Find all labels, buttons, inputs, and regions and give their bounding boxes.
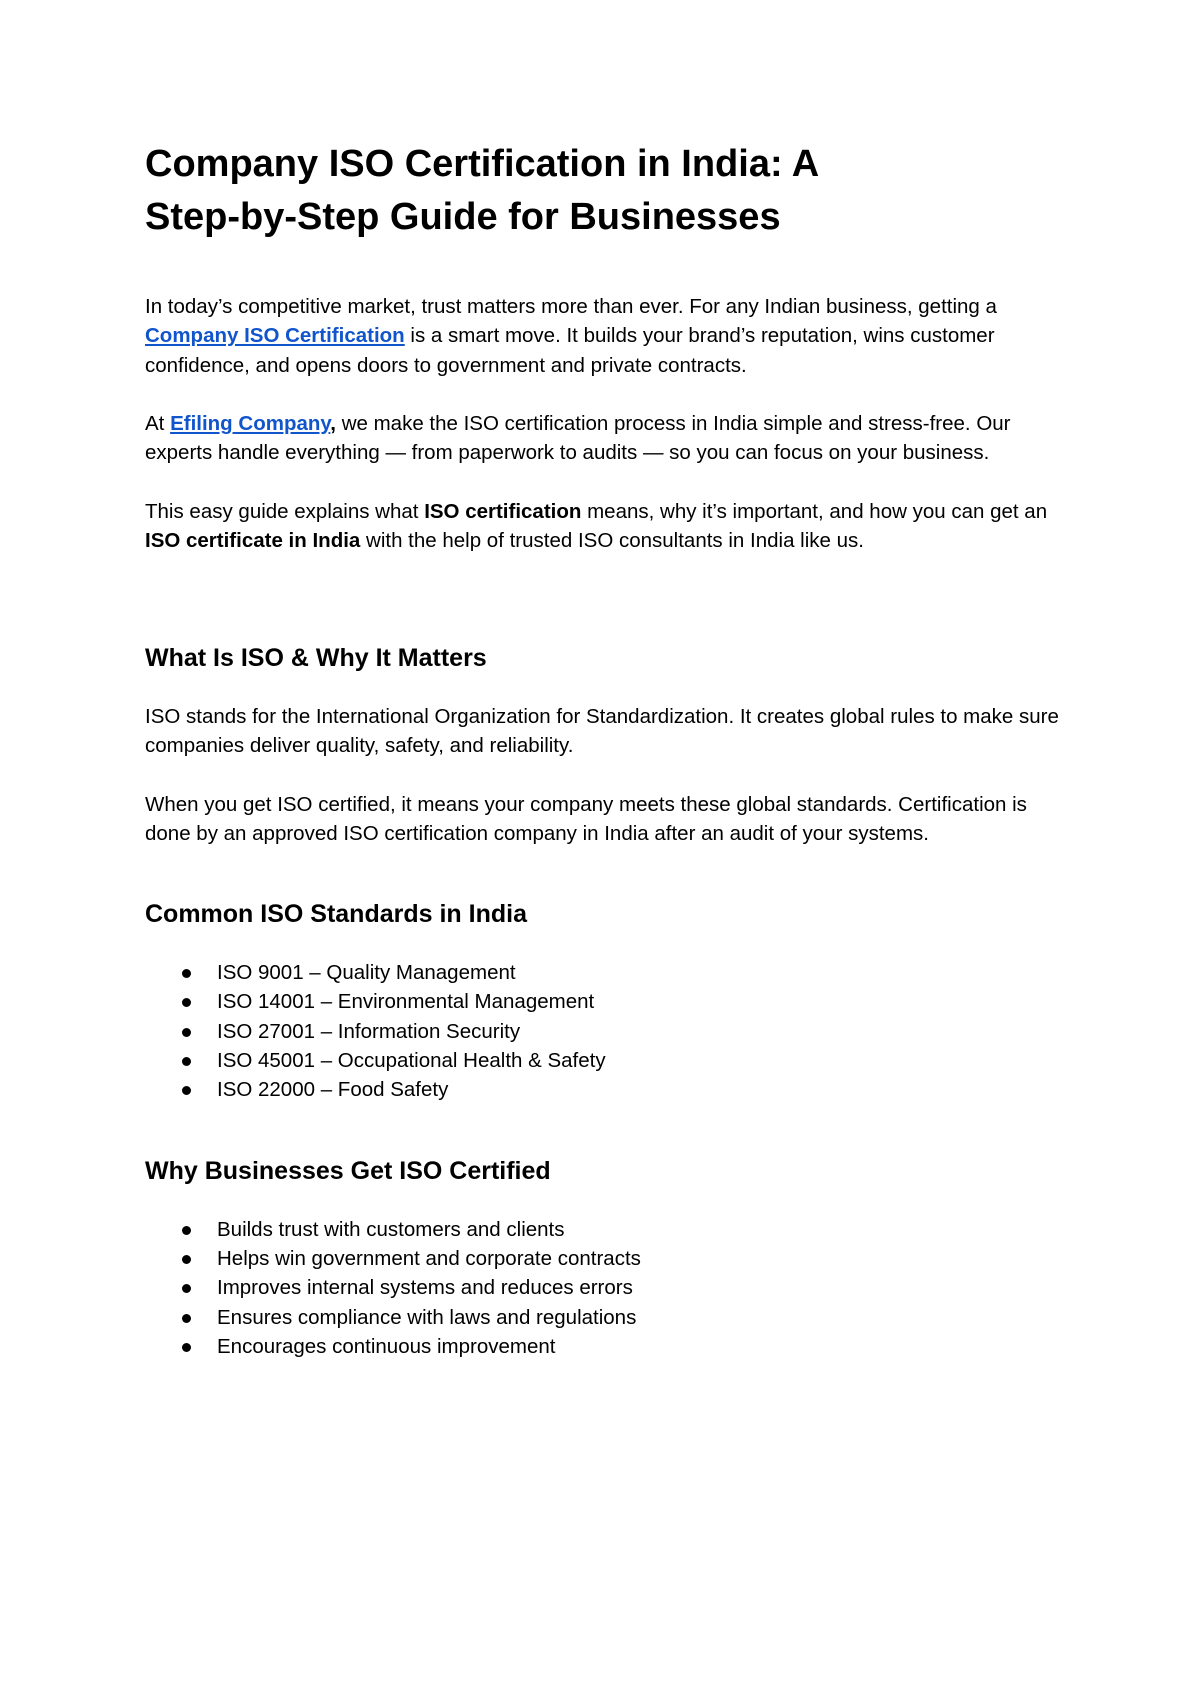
bullet-icon — [182, 1028, 191, 1037]
what-paragraph-1: ISO stands for the International Organization for Standardization. It creates global rules to make sure companies deliver quality, safety, and reliability. — [145, 704, 1059, 757]
intro-p3-bold-2: ISO certificate in India — [145, 529, 361, 553]
intro-p1-text-before: In today’s competitive market, trust matters more than ever. For any Indian business, getting a — [145, 295, 997, 318]
list-item — [145, 1303, 1065, 1332]
list-item-text: Ensures compliance with laws and regulations — [217, 1305, 637, 1329]
list-item-text: Encourages continuous improvement — [217, 1334, 556, 1358]
list-item — [145, 1244, 1065, 1273]
what-paragraph-2: When you get ISO certified, it means your company meets these global standards. Certification is done by an approved ISO certification company in India after an audit of your systems. — [145, 792, 1027, 845]
intro-p2-comma: , — [330, 412, 336, 436]
section-common-standards — [145, 898, 1065, 1104]
section-heading-why-certified: Why Businesses Get ISO Certified — [145, 1156, 551, 1185]
intro-paragraph-1 — [145, 292, 1065, 380]
list-item-text: ISO 27001 – Information Security — [217, 1019, 521, 1043]
list-item — [145, 1215, 1065, 1244]
bullet-icon — [182, 998, 191, 1007]
list-item — [145, 1273, 1065, 1302]
section-why-certified — [145, 1155, 1065, 1361]
intro-section — [145, 292, 1065, 556]
bullet-icon — [182, 1255, 191, 1264]
intro-p3-bold-1: ISO certification — [424, 500, 582, 524]
list-item — [145, 1075, 1065, 1104]
title-line-1: Company ISO Certification in India: A — [145, 143, 820, 185]
section-what-body — [145, 702, 1065, 848]
bullet-icon — [182, 1226, 191, 1235]
list-item — [145, 987, 1065, 1016]
section-why-body — [145, 1215, 1065, 1361]
list-item-text: Builds trust with customers and clients — [217, 1217, 565, 1241]
bullet-icon — [182, 1314, 191, 1323]
list-item-text: ISO 45001 – Occupational Health & Safety — [217, 1049, 606, 1073]
list-item-text: ISO 22000 – Food Safety — [217, 1078, 449, 1102]
list-item-text: ISO 14001 – Environmental Management — [217, 990, 595, 1014]
intro-p3-text-3: with the help of trusted ISO consultants in India like us. — [360, 529, 864, 553]
document-page — [145, 138, 1065, 1361]
list-item-text: ISO 9001 – Quality Management — [217, 961, 516, 985]
intro-p2-text-after: we make the ISO certification process in India simple and stress-free. Our experts handle everything — from paperwork to audits — so you can focus on your business. — [145, 412, 1011, 465]
section-heading-common-standards: Common ISO Standards in India — [145, 900, 527, 929]
bullet-icon — [182, 1284, 191, 1293]
benefits-list — [145, 1215, 1065, 1361]
company-iso-certification-link[interactable]: Company ISO Certification — [145, 324, 405, 348]
section-what-is-iso — [145, 642, 1065, 848]
bullet-icon — [182, 1086, 191, 1095]
list-item-text: Improves internal systems and reduces errors — [217, 1276, 633, 1300]
intro-paragraph-3 — [145, 497, 1065, 556]
intro-paragraph-2 — [145, 409, 1065, 468]
efiling-company-link[interactable]: Efiling Company — [170, 412, 331, 436]
intro-p1-text-after: is a smart move. It builds your brand’s reputation, wins customer confidence, and opens doors to government and private contracts. — [145, 324, 995, 377]
bullet-icon — [182, 1057, 191, 1066]
list-item — [145, 1332, 1065, 1361]
standards-list — [145, 958, 1065, 1104]
title-line-2: Step-by-Step Guide for Businesses — [145, 196, 781, 238]
document-title — [145, 138, 1065, 244]
list-item — [145, 958, 1065, 987]
list-item — [145, 1017, 1065, 1046]
bullet-icon — [182, 969, 191, 978]
section-standards-body — [145, 958, 1065, 1104]
section-heading-what-is-iso: What Is ISO & Why It Matters — [145, 643, 487, 672]
bullet-icon — [182, 1343, 191, 1352]
intro-p2-text-before: At — [145, 412, 171, 436]
list-item-text: Helps win government and corporate contracts — [217, 1246, 641, 1270]
list-item — [145, 1046, 1065, 1075]
intro-p3-text-2: means, why it’s important, and how you can get an — [581, 500, 1048, 524]
intro-p3-text-1: This easy guide explains what — [145, 500, 425, 524]
